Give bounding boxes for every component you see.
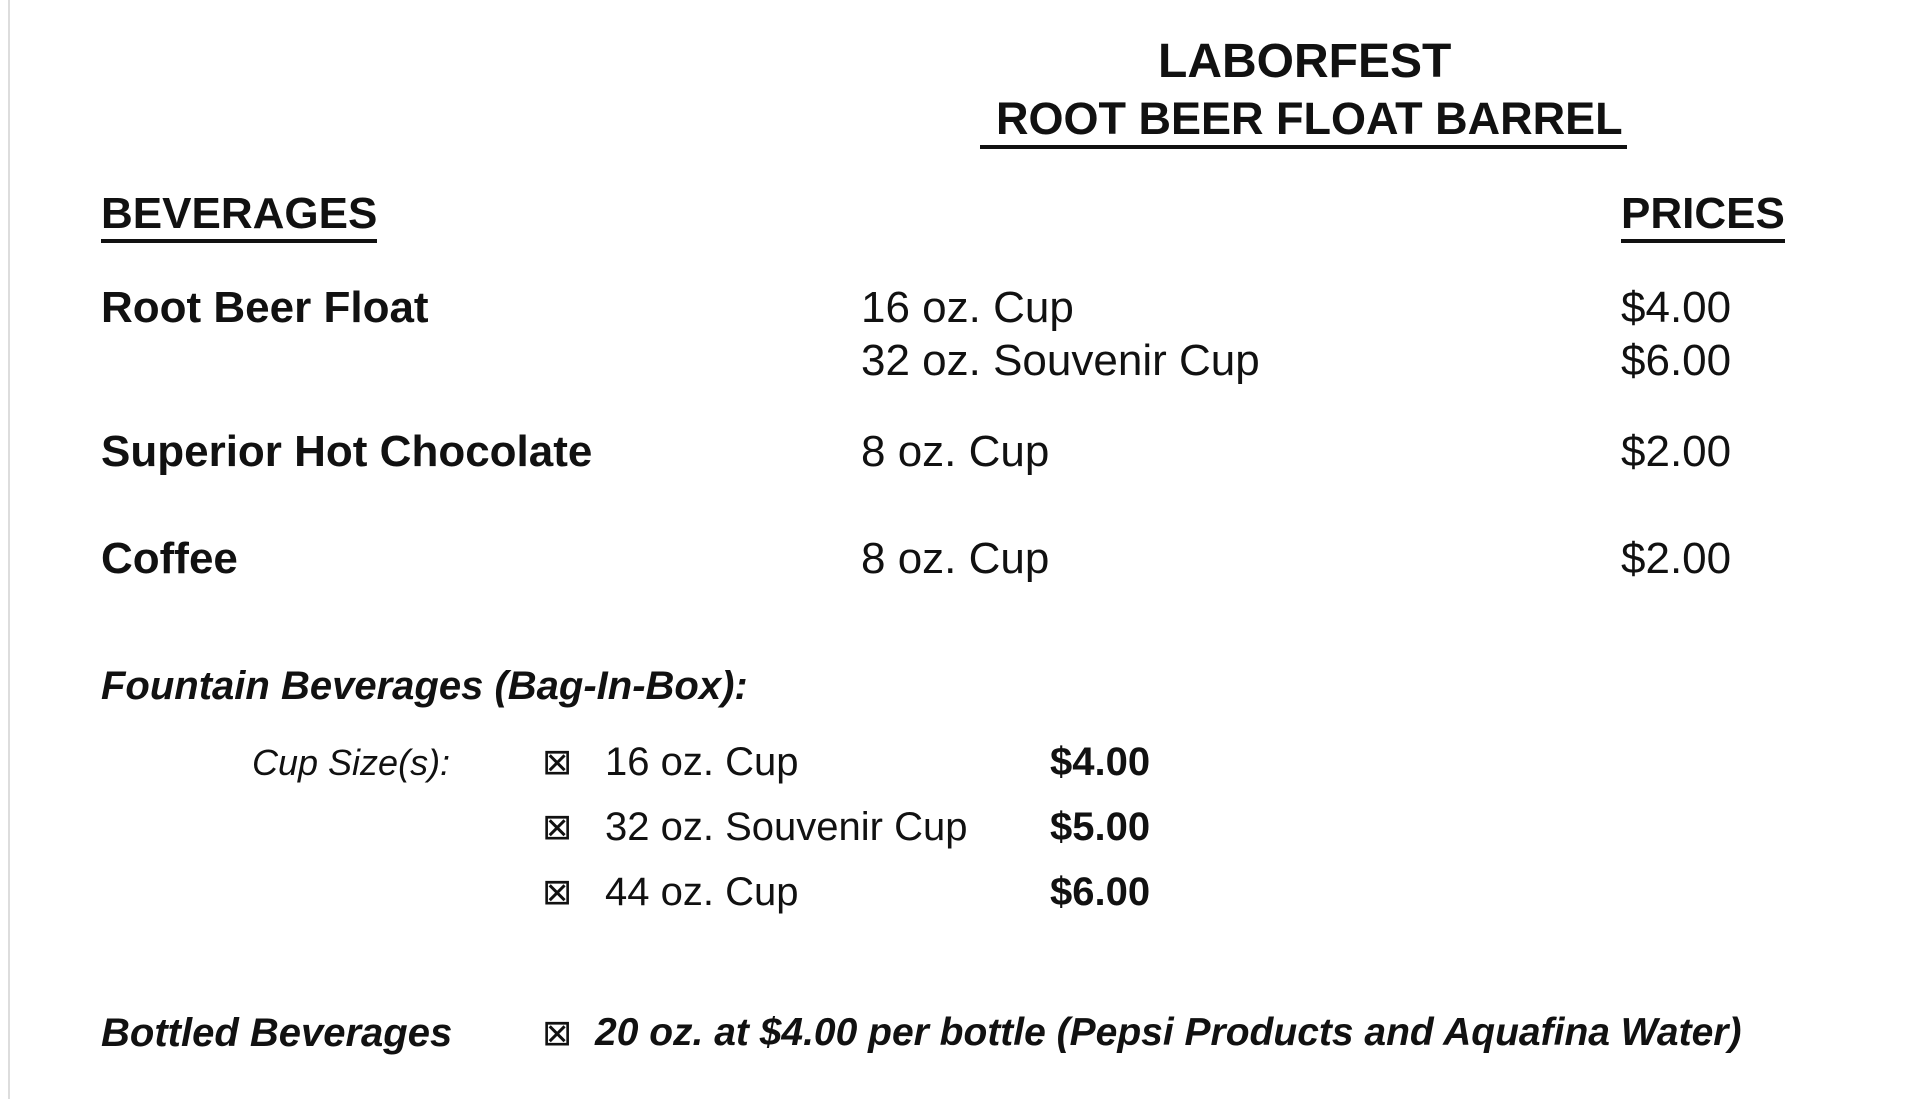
page-title: LABORFEST [1158,35,1452,88]
bottled-description: 20 oz. at $4.00 per bottle (Pepsi Products and Aquafina Water) [595,1011,1742,1054]
checked-box-icon: ⊠ [542,742,573,783]
beverage-price: $6.00 [1621,336,1732,385]
beverage-size: 16 oz. Cup [861,283,1074,332]
fountain-cup-size: 16 oz. Cup [605,740,799,784]
fountain-cup-size: 32 oz. Souvenir Cup [605,805,968,849]
fountain-cup-price: $4.00 [1050,740,1151,784]
fountain-cup-price: $6.00 [1050,870,1151,914]
fountain-cup-price: $5.00 [1050,805,1151,849]
beverage-size: 8 oz. Cup [861,427,1050,476]
beverage-name-hot-chocolate: Superior Hot Chocolate [101,427,593,476]
page-edge [8,0,10,1099]
checked-box-icon: ⊠ [542,872,573,913]
bottled-section-title: Bottled Beverages [101,1011,453,1055]
beverage-price: $2.00 [1621,427,1732,476]
beverage-size: 8 oz. Cup [861,534,1050,583]
checked-box-icon: ⊠ [542,1013,573,1054]
fountain-cup-size: 44 oz. Cup [605,870,799,914]
page-subtitle: ROOT BEER FLOAT BARREL [980,96,1627,149]
beverage-price: $2.00 [1621,534,1732,583]
prices-header: PRICES [1621,192,1785,243]
beverage-price: $4.00 [1621,283,1732,332]
beverages-header: BEVERAGES [101,192,377,243]
cup-sizes-label: Cup Size(s): [252,742,451,783]
beverage-name-coffee: Coffee [101,534,238,583]
fountain-section-title: Fountain Beverages (Bag-In-Box): [101,664,748,708]
checked-box-icon: ⊠ [542,807,573,848]
beverage-size: 32 oz. Souvenir Cup [861,336,1260,385]
beverage-name-root-beer-float: Root Beer Float [101,283,429,332]
